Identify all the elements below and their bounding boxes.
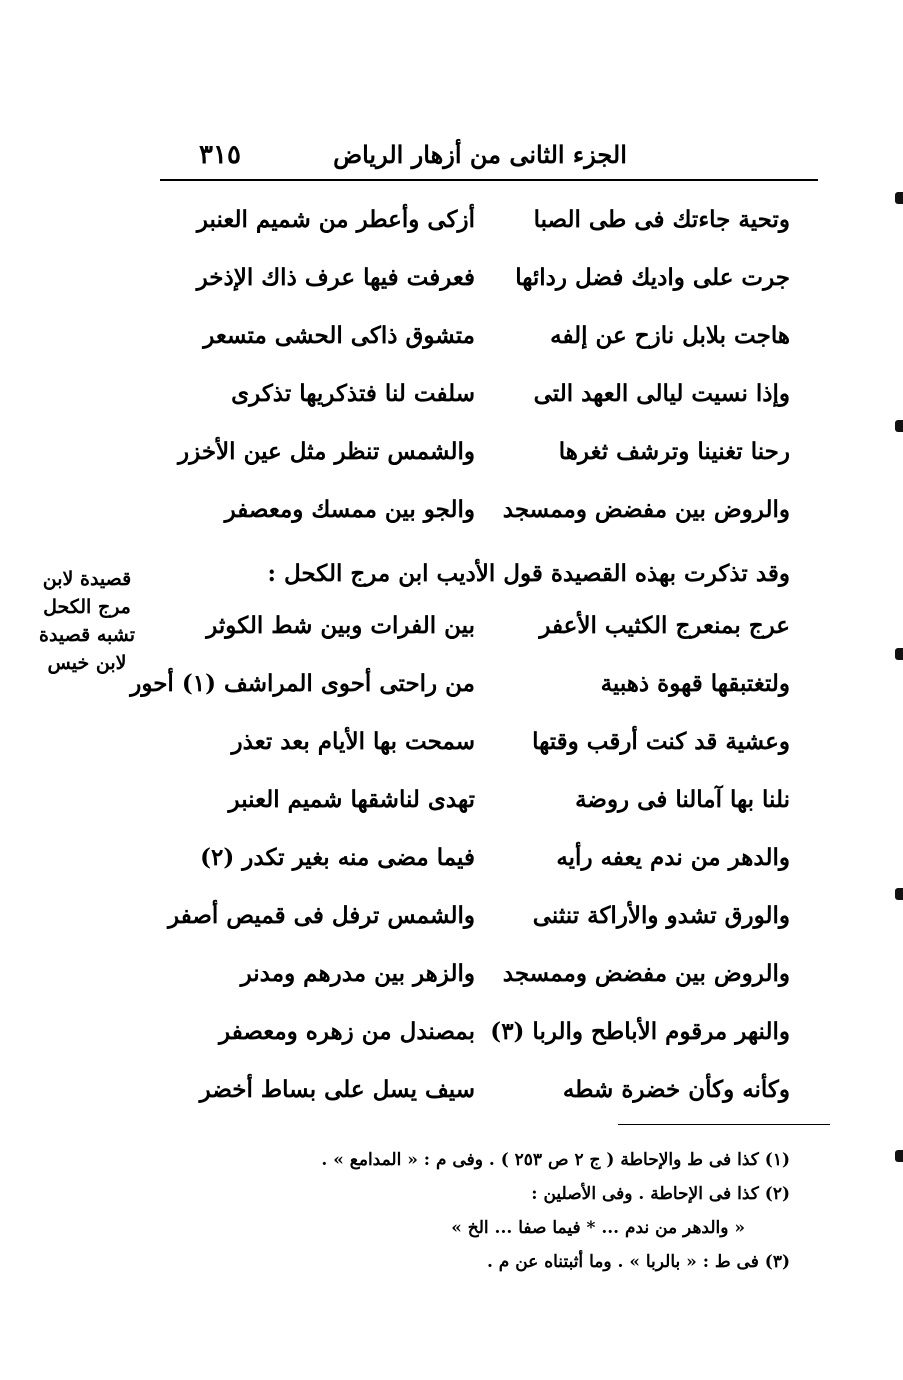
verse-row: [160, 946, 800, 1004]
verse-row: [160, 830, 800, 888]
verse-row: [160, 424, 800, 482]
verse-first-half: هاجت بلابل نازح عن إلفه: [550, 322, 790, 349]
verse-row: [160, 308, 800, 366]
margin-note-line: مرج الكحل: [43, 596, 131, 618]
verse-row: [160, 598, 800, 656]
verse-first-half: رحنا تغنينا وترشف ثغرها: [558, 438, 790, 465]
verse-second-half: من راحتى أحوى المراشف (١) أحور: [130, 670, 475, 697]
verse-first-half: نلنا بها آمالنا فى روضة: [575, 786, 790, 813]
page-edge-mark: [895, 420, 903, 432]
margin-note-line: تشبه قصيدة: [39, 624, 135, 646]
verse-second-half: بمصندل من زهره ومعصفر: [219, 1018, 475, 1045]
verse-row: [160, 1062, 800, 1120]
poem-two: [130, 598, 800, 1120]
verse-first-half: وعشية قد كنت أرقب وقتها: [532, 728, 790, 755]
verse-row: [160, 366, 800, 424]
verse-row: [160, 772, 800, 830]
verse-first-half: جرت على واديك فضل ردائها: [515, 264, 790, 291]
footnote-rule: [618, 1124, 830, 1125]
verse-row: [160, 250, 800, 308]
verse-first-half: والنهر مرقوم الأباطح والربا (٣): [490, 1018, 790, 1045]
verse-first-half: والورق تشدو والأراكة تنثنى: [532, 902, 790, 929]
page-edge-mark: [895, 192, 903, 204]
header-rule: [160, 179, 818, 181]
intro-line: وقد تذكرت بهذه القصيدة قول الأديب ابن مرج الكحل :: [267, 560, 790, 587]
verse-first-half: وكأنه وكأن خضرة شطه: [562, 1076, 790, 1103]
verse-second-half: فعرفت فيها عرف ذاك الإذخر: [196, 264, 475, 291]
verse-row: [160, 1004, 800, 1062]
verse-first-half: ولتغتبقها قهوة ذهبية: [600, 670, 790, 697]
verse-first-half: وإذا نسيت ليالى العهد التى: [533, 380, 790, 407]
verse-second-half: والزهر بين مدرهم ومدنر: [240, 960, 475, 987]
poem-one: [160, 192, 800, 540]
verse-second-half: سيف يسل على بساط أخضر: [199, 1076, 475, 1103]
verse-row: [160, 482, 800, 540]
footnote-2-quote: « والدهر من ندم ... * فيما صفا ... الخ »: [451, 1218, 745, 1238]
running-title: الجزء الثانى من أزهار الرياض: [333, 140, 627, 169]
verse-row: [160, 192, 800, 250]
footnote-3: (٣) فى ط : « بالربا » . وما أثبتناه عن م .: [486, 1252, 790, 1272]
page-edge-mark: [895, 648, 903, 660]
verse-first-half: والدهر من ندم يعفه رأيه: [556, 844, 790, 871]
footnotes: [250, 1145, 790, 1281]
verse-second-half: فيما مضى منه بغير تكدر (٢): [200, 844, 475, 871]
verse-second-half: سلفت لنا فتذكريها تذكرى: [231, 380, 475, 407]
margin-note-line: قصيدة لابن: [42, 568, 132, 590]
page-number: ٣١٥: [199, 140, 241, 170]
verse-first-half: عرج بمنعرج الكثيب الأعفر: [539, 612, 790, 639]
verse-second-half: والشمس تنظر مثل عين الأخزر: [178, 438, 475, 465]
page-edge-mark: [895, 888, 903, 900]
verse-first-half: والروض بين مفضض وممسجد: [502, 496, 790, 523]
verse-second-half: والشمس ترفل فى قميص أصفر: [168, 902, 475, 929]
verse-second-half: سمحت بها الأيام بعد تعذر: [231, 728, 475, 755]
verse-second-half: أزكى وأعطر من شميم العنبر: [196, 206, 475, 233]
verse-second-half: متشوق ذاكى الحشى متسعر: [203, 322, 475, 349]
verse-row: [160, 888, 800, 946]
margin-note-line: لابن خيس: [47, 652, 127, 674]
footnote-1: (١) كذا فى ط والإحاطة ( ج ٢ ص ٢٥٣ ) . وفى م : « المدامع » .: [321, 1150, 790, 1170]
verse-first-half: وتحية جاءتك فى طى الصبا: [533, 206, 790, 233]
verse-first-half: والروض بين مفضض وممسجد: [502, 960, 790, 987]
verse-second-half: تهدى لناشقها شميم العنبر: [228, 786, 475, 813]
verse-row: [130, 656, 800, 714]
verse-row: [160, 714, 800, 772]
page-edge-mark: [895, 1150, 903, 1162]
margin-note: [22, 565, 152, 677]
verse-second-half: بين الفرات وبين شط الكوثر: [206, 612, 475, 639]
verse-second-half: والجو بين ممسك ومعصفر: [224, 496, 475, 523]
footnote-2: (٢) كذا فى الإحاطة . وفى الأصلين :: [531, 1184, 790, 1204]
